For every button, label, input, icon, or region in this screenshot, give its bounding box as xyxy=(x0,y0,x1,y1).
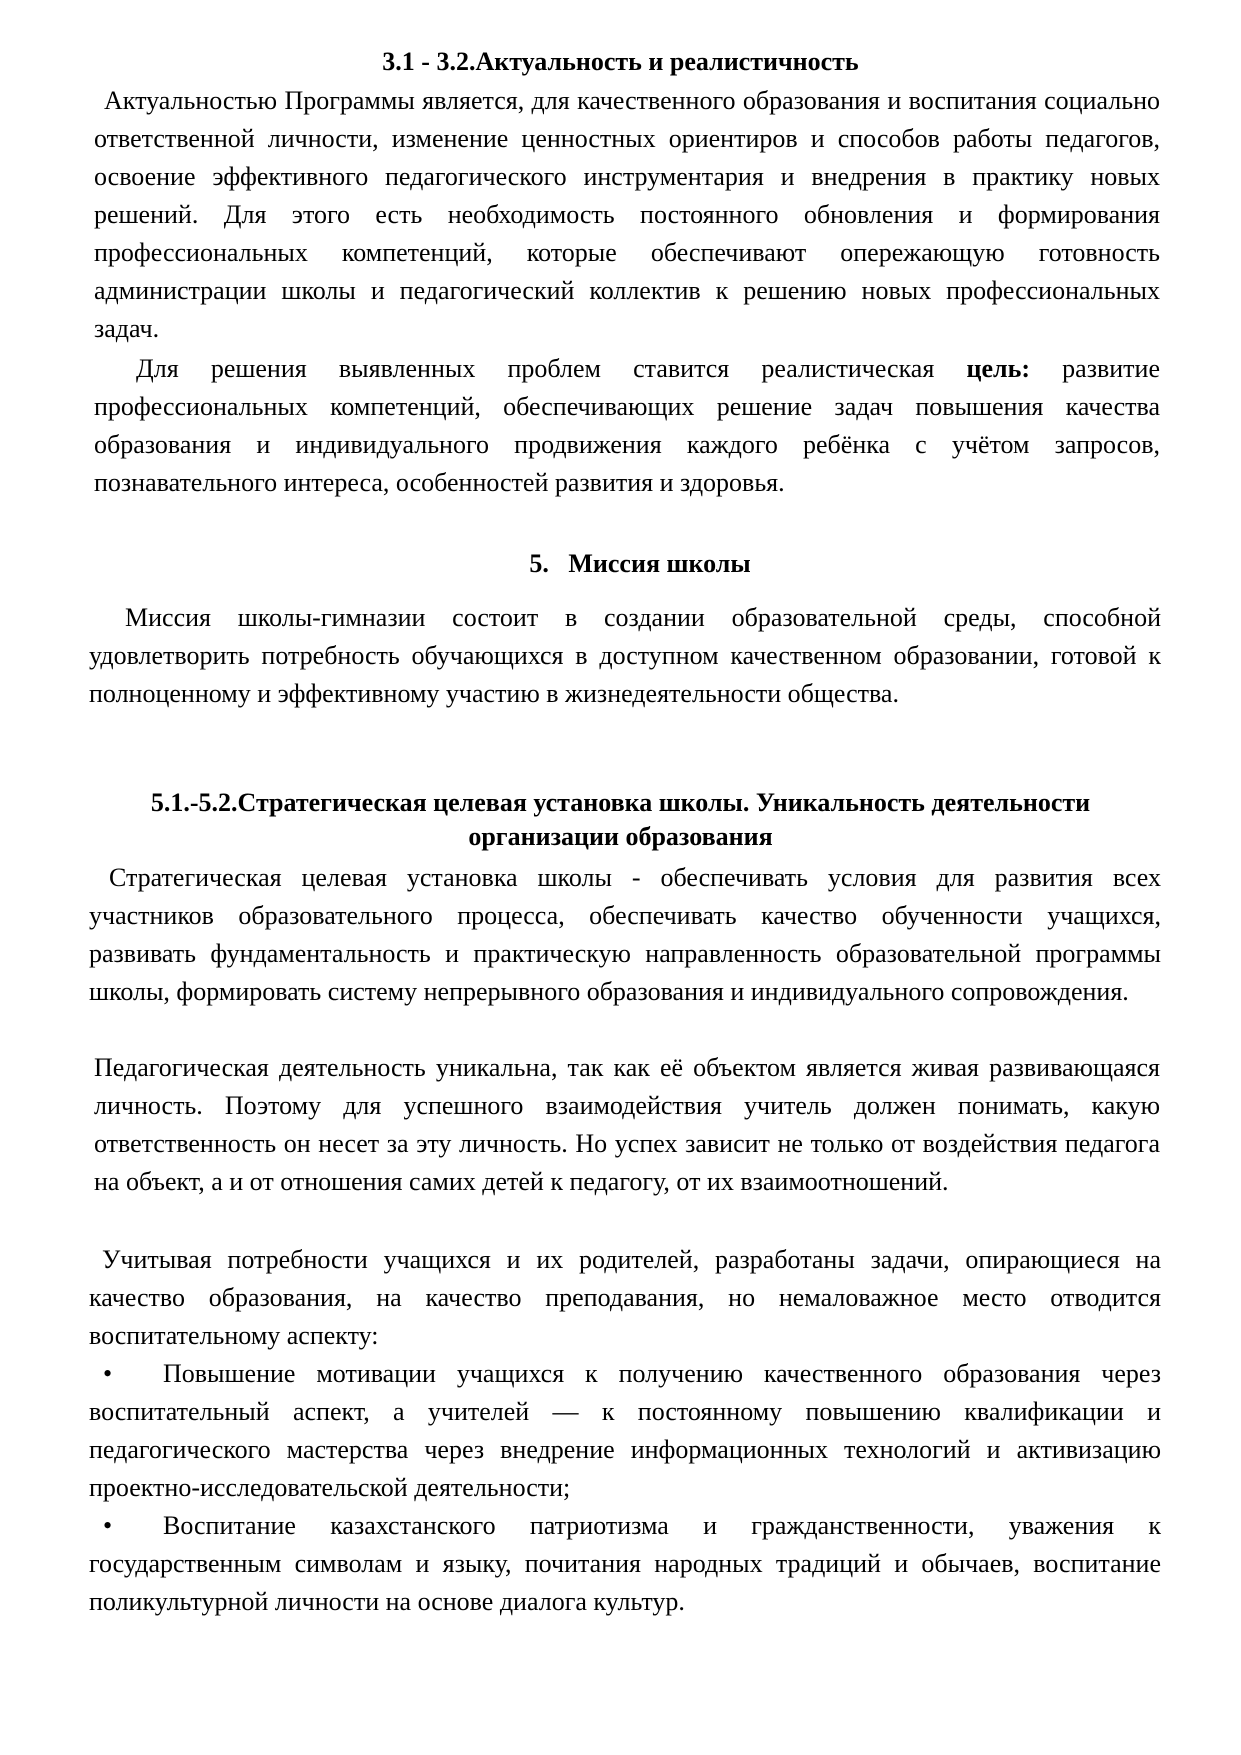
bullet-icon: • xyxy=(103,1359,113,1388)
list-item-text: Повышение мотивации учащихся к получению качественного образования через воспитательный аспект, а учителей — к постоянному повышению квалификации и педагогического мастерства через внедрение информационных технологий и активизацию проектно-исследовательской деятельности; xyxy=(89,1359,1161,1502)
uniqueness-paragraph xyxy=(94,1049,1160,1201)
relevance-paragraph xyxy=(94,82,1160,348)
section-heading-relevance: 3.1 - 3.2.Актуальность и реалистичность xyxy=(382,47,859,76)
tasks-intro-paragraph xyxy=(89,1241,1161,1355)
list-item xyxy=(89,1355,1161,1507)
goal-paragraph xyxy=(94,350,1160,502)
section-heading-strategy-line2: организации образования xyxy=(468,822,773,851)
goal-paragraph-text xyxy=(94,350,1160,502)
goal-text-end: развитие профессиональных компетенций, обеспечивающих решение задач повышения качества образования и индивидуального продвижения каждого ребёнка с учётом запросов, познавательного интереса, особенностей развития и здоровья. xyxy=(94,354,1160,497)
strategy-paragraph-text: Стратегическая целевая установка школы - обеспечивать условия для развития всех участников образовательного процесса, обеспечивать качество обученности учащихся, развивать фундаментальность и практическую направленность образовательной программы школы, формировать систему непрерывного образования и индивидуального сопровождения. xyxy=(89,863,1161,1006)
strategy-paragraph xyxy=(89,859,1161,1011)
list-item xyxy=(89,1507,1161,1621)
bullet-icon: • xyxy=(103,1511,113,1540)
goal-label: цель: xyxy=(966,354,1030,383)
uniqueness-paragraph-text: Педагогическая деятельность уникальна, так как её объектом является живая развивающаяся личность. Поэтому для успешного взаимодействия учитель должен понимать, какую ответственность он несет за эту личность. Но успех зависит не только от воздействия педагога на объект, а и от отношения самих детей к педагогу, от их взаимоотношений. xyxy=(94,1053,1160,1196)
list-item-text: Воспитание казахстанского патриотизма и гражданственности, уважения к государственным символам и языку, почитания народных традиций и обычаев, воспитание поликультурной личности на основе диалога культур. xyxy=(89,1511,1161,1616)
mission-paragraph-text: Миссия школы-гимназии состоит в создании образовательной среды, способной удовлетворить потребность обучающихся в доступном качественном образовании, готовой к полноценному и эффективному участию в жизнедеятельности общества. xyxy=(89,603,1161,708)
section-heading-strategy-line1: 5.1.-5.2.Стратегическая целевая установка школы. Уникальность деятельности xyxy=(150,788,1091,817)
tasks-intro-paragraph-text: Учитывая потребности учащихся и их родителей, разработаны задачи, опирающиеся на качество образования, на качество преподавания, но немаловажное место отводится воспитательному аспекту: xyxy=(89,1245,1161,1350)
goal-text-start: Для решения выявленных проблем ставится реалистическая xyxy=(136,354,967,383)
section-heading-mission: 5. Миссия школы xyxy=(529,549,751,578)
mission-paragraph xyxy=(89,599,1161,713)
relevance-paragraph-text: Актуальностью Программы является, для качественного образования и воспитания социально ответственной личности, изменение ценностных ориентиров и способов работы педагогов, освоение эффективного педагогического инструментария и внедрения в практику новых решений. Для этого есть необходимость постоянного обновления и формирования профессиональных компетенций, которые обеспечивают опережающую готовность администрации школы и педагогический коллектив к решению новых профессиональных задач. xyxy=(94,86,1160,343)
